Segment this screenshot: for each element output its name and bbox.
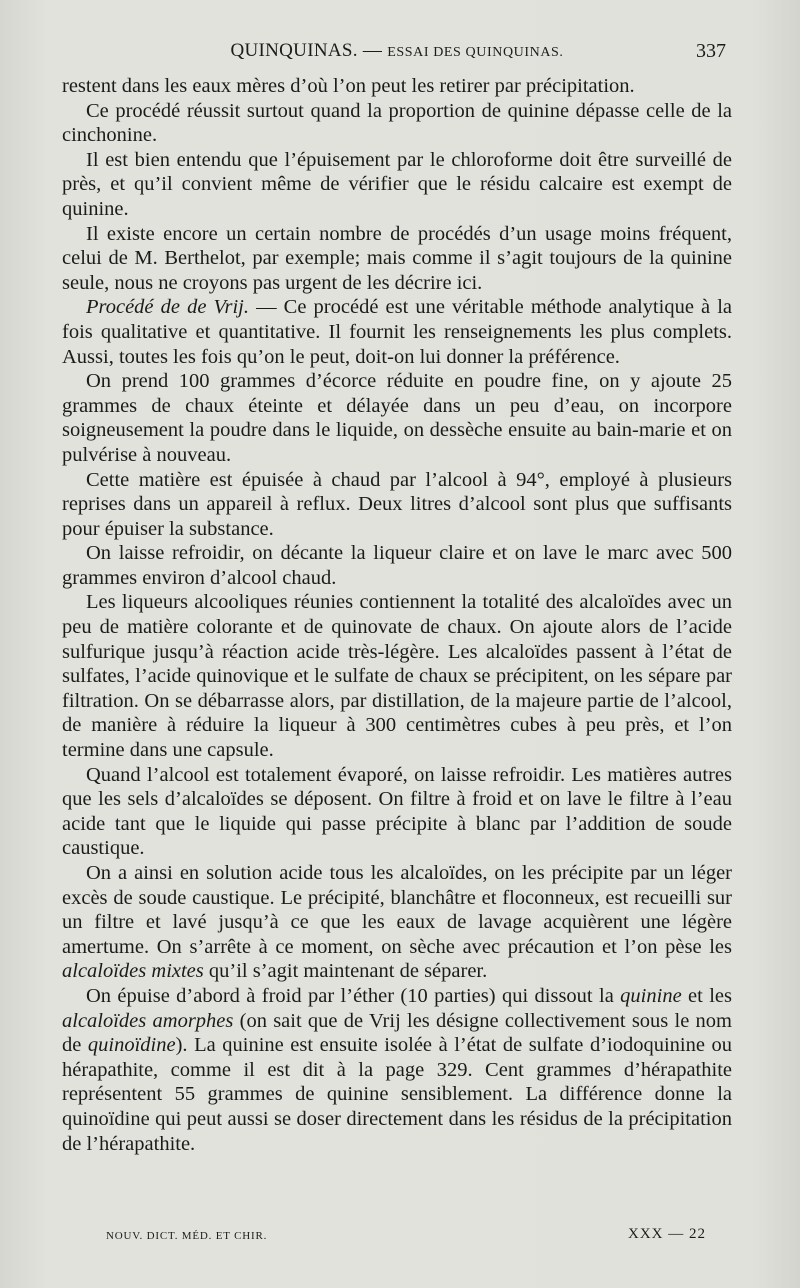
paragraph — [62, 468, 732, 542]
page-footer — [100, 1226, 706, 1250]
paragraph — [62, 148, 732, 222]
text-run: Les liqueurs alcooliques réunies contiennent la totalité des alcaloïdes avec un peu de matière colorante et de quinovate de chaux. On ajoute alors de l’acide sulfurique jusqu’à réaction acide très-légère. Les alcaloïdes passent à l’état de sulfates, l’acide quinovique et le sulfate de chaux se précipitent, on les sépare par filtration. On se débarrasse alors, par distillation, de la majeure partie de l’alcool, de manière à réduire la liqueur à 300 centimètres cubes à peu près, et l’on termine dans une capsule. — [62, 591, 732, 762]
paragraph — [62, 295, 732, 369]
paragraph — [62, 74, 732, 99]
page-header — [62, 40, 732, 70]
footer-sheet-number: XXX — 22 — [628, 1226, 706, 1242]
footer-signature: NOUV. DICT. MÉD. ET CHIR. — [106, 1230, 268, 1242]
page-body — [62, 74, 732, 1156]
text-run: — Ce procédé est une véritable méthode analytique à la fois qualitative et quantitative. Il fournit les renseignements les plus complets. Aussi, toutes les fois qu’on le peut, doit-on lui donner la préférence. — [62, 296, 732, 368]
running-title-main: QUINQUINAS. — — [230, 40, 383, 61]
paragraph — [62, 541, 732, 590]
text-run: Ce procédé réussit surtout quand la proportion de quinine dépasse celle de la cinchonine. — [62, 99, 732, 147]
italic-run: Procédé de de Vrij. — [86, 296, 249, 319]
text-run: ). La quinine est ensuite isolée à l’état de sulfate d’iodoquinine ou hérapathite, comme il est dit à la page 329. Cent grammes d’hérapathite représentent 55 grammes de quinine sensiblement. La différence donne la quinoïdine qui peut aussi se doser directement dans les résidus de la précipitation de l’hérapathite. — [62, 1034, 732, 1155]
text-run: (on sait que de Vrij les désigne collectivement sous le nom de — [62, 1009, 733, 1057]
text-run: Il est bien entendu que l’épuisement par le chloroforme doit être surveillé de près, et qu’il convient même de vérifier que le résidu calcaire est exempt de quinine. — [62, 148, 732, 220]
italic-run: alcaloïdes mixtes — [62, 960, 204, 983]
page-number: 337 — [696, 40, 726, 62]
paragraph — [62, 763, 732, 861]
italic-run: alcaloïdes amorphes — [62, 1009, 234, 1032]
text-run: restent dans les eaux mères d’où l’on peut les retirer par précipitation. — [62, 75, 635, 97]
running-title-sub: ESSAI DES QUINQUINAS. — [387, 45, 564, 60]
italic-run: quinoïdine — [87, 1034, 176, 1057]
italic-run: quinine — [620, 984, 682, 1007]
text-run: Quand l’alcool est totalement évaporé, on laisse refroidir. Les matières autres que les sels d’alcaloïdes se déposent. On filtre à froid et on lave le filtre à l’eau acide tant que le liquide qui passe précipite à blanc par l’addition de soude caustique. — [62, 763, 732, 860]
text-run: On a ainsi en solution acide tous les alcaloïdes, on les précipite par un léger excès de soude caustique. Le précipité, blanchâtre et floconneux, est recueilli sur un filtre et lavé jusqu’à ce que les eaux de lavage acquièrent une légère amertume. On s’arrête à ce moment, on sèche avec précaution et l’on pèse les — [62, 862, 732, 958]
running-title — [62, 40, 732, 62]
text-run: et les — [681, 984, 732, 1007]
paragraph — [62, 861, 732, 984]
text-run: Il existe encore un certain nombre de procédés d’un usage moins fréquent, celui de M. Berthelot, par exemple; mais comme il s’agit toujours de la quinine seule, nous ne croyons pas urgent de les décrire ici. — [62, 222, 732, 294]
paragraph — [62, 369, 732, 467]
paragraph — [62, 222, 732, 296]
text-run: On prend 100 grammes d’écorce réduite en poudre fine, on y ajoute 25 grammes de chaux éteinte et délayée dans un peu d’eau, on incorpore soigneusement la poudre dans le liquide, on dessèche ensuite au bain-marie et on pulvérise à nouveau. — [62, 370, 732, 466]
paragraph — [62, 984, 732, 1156]
text-run: On épuise d’abord à froid par l’éther (10 parties) qui dissout la — [86, 984, 621, 1007]
paragraph — [62, 590, 732, 762]
paragraph — [62, 99, 732, 148]
text-run: qu’il s’agit maintenant de séparer. — [203, 960, 488, 983]
text-run: On laisse refroidir, on décante la liqueur claire et on lave le marc avec 500 grammes environ d’alcool chaud. — [62, 542, 732, 589]
text-run: Cette matière est épuisée à chaud par l’alcool à 94°, employé à plusieurs reprises dans un appareil à reflux. Deux litres d’alcool sont plus que suffisants pour épuiser la substance. — [62, 468, 732, 540]
